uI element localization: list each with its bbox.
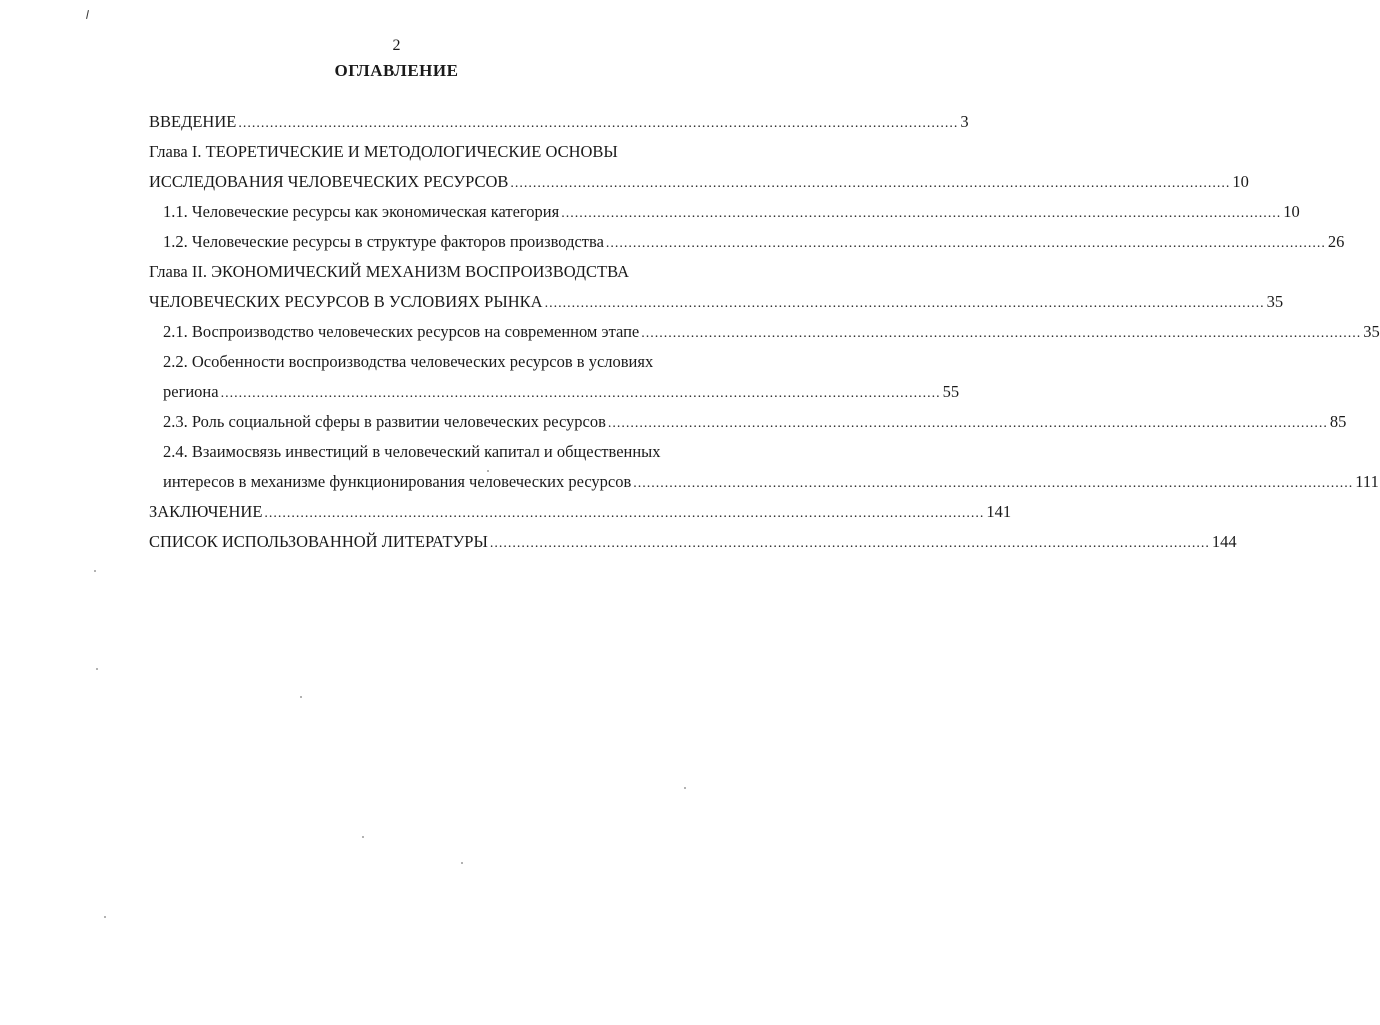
- toc-entry-title: ИССЛЕДОВАНИЯ ЧЕЛОВЕЧЕСКИХ РЕСУРСОВ: [149, 172, 509, 191]
- toc-entry-page: 3: [960, 112, 969, 131]
- toc-section-2-2-line1[interactable]: [163, 350, 733, 374]
- leader-dots: ................................................................................................................................................................: [264, 506, 985, 521]
- toc-entry-title: СПИСОК ИСПОЛЬЗОВАННОЙ ЛИТЕРАТУРЫ: [149, 532, 488, 551]
- toc-entry-title: 1.2. Человеческие ресурсы в структуре факторов производства: [163, 232, 604, 251]
- toc-entry-page: 55: [942, 382, 960, 401]
- leader-dots: ................................................................................................................................................................: [561, 206, 1282, 221]
- toc-entry-title: 2.4. Взаимосвязь инвестиций в человеческий капитал и общественных: [163, 442, 661, 461]
- toc-entry-page: 144: [1211, 532, 1237, 551]
- toc-entry-title: 1.1. Человеческие ресурсы как экономическая категория: [163, 202, 560, 221]
- toc-chapter-1[interactable]: [149, 170, 1249, 194]
- leader-dots: ................................................................................................................................................................: [510, 176, 1231, 191]
- toc-entry-page: 35: [1363, 322, 1380, 341]
- scan-speck: [362, 836, 364, 838]
- toc-entry-title: Глава I. ТЕОРЕТИЧЕСКИЕ И МЕТОДОЛОГИЧЕСКИЕ ОСНОВЫ: [149, 142, 618, 161]
- toc-entry-page: 141: [986, 502, 1012, 521]
- toc-entry-page: 35: [1266, 292, 1284, 311]
- toc-entry-title: 2.2. Особенности воспроизводства человеческих ресурсов в условиях: [163, 352, 654, 371]
- scan-speck: [461, 862, 463, 864]
- toc-section-2-4-line1[interactable]: [163, 440, 733, 464]
- toc-entry-page: 111: [1355, 472, 1379, 491]
- scan-speck: [487, 470, 489, 472]
- toc-entry-page: 10: [1232, 172, 1249, 191]
- toc-entry-title: ВВЕДЕНИЕ: [149, 112, 237, 131]
- toc-section-1-1[interactable]: [163, 200, 1300, 224]
- toc-section-1-2[interactable]: [163, 230, 1345, 254]
- toc-entry-title: ЧЕЛОВЕЧЕСКИХ РЕСУРСОВ В УСЛОВИЯХ РЫНКА: [149, 292, 543, 311]
- toc-entry-title: ЗАКЛЮЧЕНИЕ: [149, 502, 263, 521]
- toc-section-2-4[interactable]: [163, 470, 1379, 494]
- toc-entry-conclusion[interactable]: [149, 500, 1012, 524]
- scan-mark: [86, 10, 89, 19]
- toc-entry-page: 26: [1327, 232, 1345, 251]
- toc-chapter-2[interactable]: [149, 290, 1284, 314]
- leader-dots: ................................................................................................................................................................: [544, 296, 1265, 311]
- leader-dots: ................................................................................................................................................................: [605, 236, 1326, 251]
- scan-speck: [300, 696, 302, 698]
- toc-entry-page: 10: [1283, 202, 1300, 221]
- toc-entry-title: региона: [163, 382, 219, 401]
- toc-entry-title: Глава II. ЭКОНОМИЧЕСКИЙ МЕХАНИЗМ ВОСПРОИЗВОДСТВА: [149, 262, 630, 281]
- scan-speck: [94, 570, 96, 572]
- toc-section-2-1[interactable]: [163, 320, 1380, 344]
- toc-section-2-3[interactable]: [163, 410, 1347, 434]
- toc-section-2-2[interactable]: [163, 380, 960, 404]
- scan-speck: [684, 787, 686, 789]
- leader-dots: ................................................................................................................................................................: [489, 536, 1210, 551]
- page-number: 2: [392, 37, 401, 54]
- toc-entry-title: 2.1. Воспроизводство человеческих ресурсов на современном этапе: [163, 322, 640, 341]
- scan-speck: [104, 916, 106, 918]
- leader-dots: ................................................................................................................................................................: [238, 116, 959, 131]
- toc-entry-intro[interactable]: [149, 110, 969, 134]
- toc-chapter-1-line1[interactable]: [149, 140, 733, 164]
- toc-entry-references[interactable]: [149, 530, 1237, 554]
- toc-entry-page: 85: [1329, 412, 1347, 431]
- page-title: ОГЛАВЛЕНИЕ: [334, 61, 459, 80]
- leader-dots: ................................................................................................................................................................: [607, 416, 1328, 431]
- leader-dots: ................................................................................................................................................................: [633, 476, 1354, 491]
- leader-dots: ................................................................................................................................................................: [220, 386, 941, 401]
- toc-chapter-2-line1[interactable]: [149, 260, 733, 284]
- toc-entry-title: интересов в механизме функционирования человеческих ресурсов: [163, 472, 632, 491]
- scan-speck: [96, 668, 98, 670]
- toc-entry-title: 2.3. Роль социальной сферы в развитии человеческих ресурсов: [163, 412, 606, 431]
- leader-dots: ................................................................................................................................................................: [641, 326, 1362, 341]
